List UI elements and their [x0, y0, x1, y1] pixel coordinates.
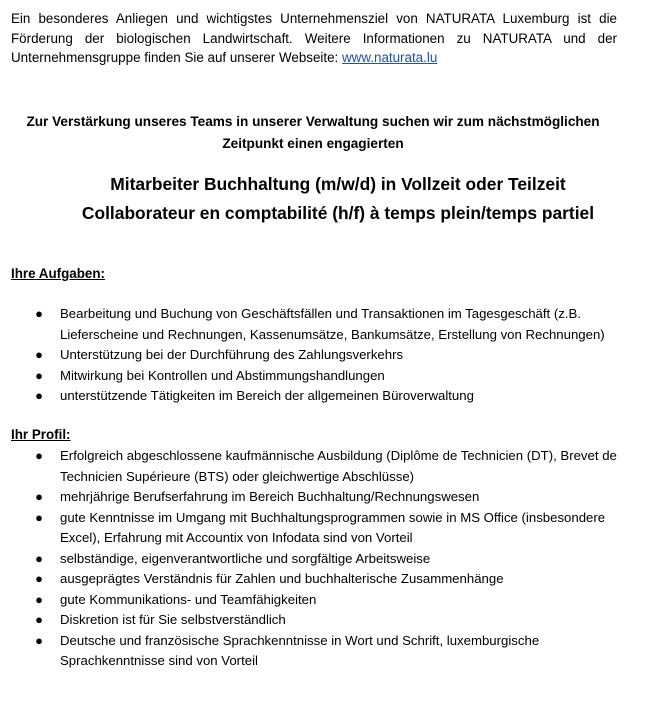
- bullet-icon: ●: [35, 632, 43, 648]
- tasks-list: [0, 304, 640, 407]
- bullet-icon: ●: [35, 550, 43, 566]
- profile-text: Diskretion ist für Sie selbstverständlich: [60, 612, 286, 627]
- bullet-icon: ●: [35, 489, 43, 504]
- list-item: [0, 487, 640, 508]
- job-title-french: Collaborateur en comptabilité (h/f) à temps plein/temps partiel: [81, 203, 595, 223]
- lead-text: [0, 111, 626, 155]
- task-text: Bearbeitung und Buchung von Geschäftsfällen und Transaktionen im Tagesgeschäft (z.B. Lieferscheine und Rechnungen, Kassenumsätze, Bankumsätze, Erstellung von Rechnungen): [60, 306, 605, 342]
- profile-text: Erfolgreich abgeschlossene kaufmännische Ausbildung (Diplôme de Technicien (DT), Brevet de Technicien Supérieure (BTS) oder gleichwertige Abschlüsse): [60, 448, 617, 484]
- profile-list: [0, 446, 640, 672]
- list-item: [0, 508, 640, 549]
- task-text: Mitwirkung bei Kontrollen und Abstimmungshandlungen: [60, 367, 385, 383]
- bullet-icon: ●: [35, 571, 43, 586]
- list-item: [0, 345, 640, 366]
- bullet-icon: ●: [35, 306, 43, 321]
- list-item: [0, 590, 640, 611]
- intro-paragraph: [11, 9, 617, 68]
- intro-text: Ein besonderes Anliegen und wichtigstes Unternehmensziel von NATURATA Luxemburg ist die Förderung der biologischen Landwirtschaft. Weitere Informationen zu NATURATA und der Unternehmensgruppe finden Sie auf unserer Webseite:: [11, 11, 617, 65]
- list-item: [0, 304, 640, 345]
- list-item: [0, 549, 640, 570]
- bullet-icon: ●: [35, 388, 43, 403]
- bullet-icon: ●: [35, 347, 43, 362]
- job-title-german: Mitarbeiter Buchhaltung (m/w/d) in Vollzeit oder Teilzeit: [110, 174, 566, 194]
- list-item: [0, 386, 640, 407]
- task-text: Unterstützung bei der Durchführung des Zahlungsverkehrs: [60, 347, 404, 362]
- list-item: [0, 366, 640, 387]
- profile-text: gute Kommunikations- und Teamfähigkeiten: [60, 591, 317, 607]
- profile-text: ausgeprägtes Verständnis für Zahlen und buchhalterische Zusammenhänge: [60, 571, 504, 586]
- bullet-icon: ●: [35, 509, 43, 525]
- profile-text: gute Kenntnisse im Umgang mit Buchhaltungsprogrammen sowie in MS Office (insbesondere Excel), Erfahrung mit Accountix von Infodata sind von Vorteil: [60, 509, 606, 545]
- bullet-icon: ●: [35, 448, 43, 463]
- bullet-icon: ●: [35, 591, 43, 607]
- profile-heading: Ihr Profil:: [11, 427, 71, 442]
- website-link[interactable]: www.naturata.lu: [342, 50, 438, 65]
- bullet-icon: ●: [35, 612, 43, 627]
- lead-line-1: Zur Verstärkung unseres Teams in unserer Verwaltung suchen wir zum nächstmöglichen: [26, 114, 600, 129]
- lead-line-2: Zeitpunkt einen engagierten: [222, 136, 404, 151]
- job-title: [0, 170, 660, 228]
- list-item: [0, 631, 640, 672]
- list-item: [0, 569, 640, 590]
- profile-text: selbständige, eigenverantwortliche und sorgfältige Arbeitsweise: [60, 550, 431, 566]
- tasks-heading: Ihre Aufgaben:: [11, 266, 105, 281]
- profile-text: mehrjährige Berufserfahrung im Bereich Buchhaltung/Rechnungswesen: [60, 489, 480, 504]
- profile-text: Deutsche und französische Sprachkenntnisse in Wort und Schrift, luxemburgische Sprachkenntnisse sind von Vorteil: [60, 632, 540, 668]
- list-item: [0, 446, 640, 487]
- task-text: unterstützende Tätigkeiten im Bereich der allgemeinen Büroverwaltung: [60, 388, 474, 403]
- bullet-icon: ●: [35, 367, 43, 383]
- list-item: [0, 610, 640, 631]
